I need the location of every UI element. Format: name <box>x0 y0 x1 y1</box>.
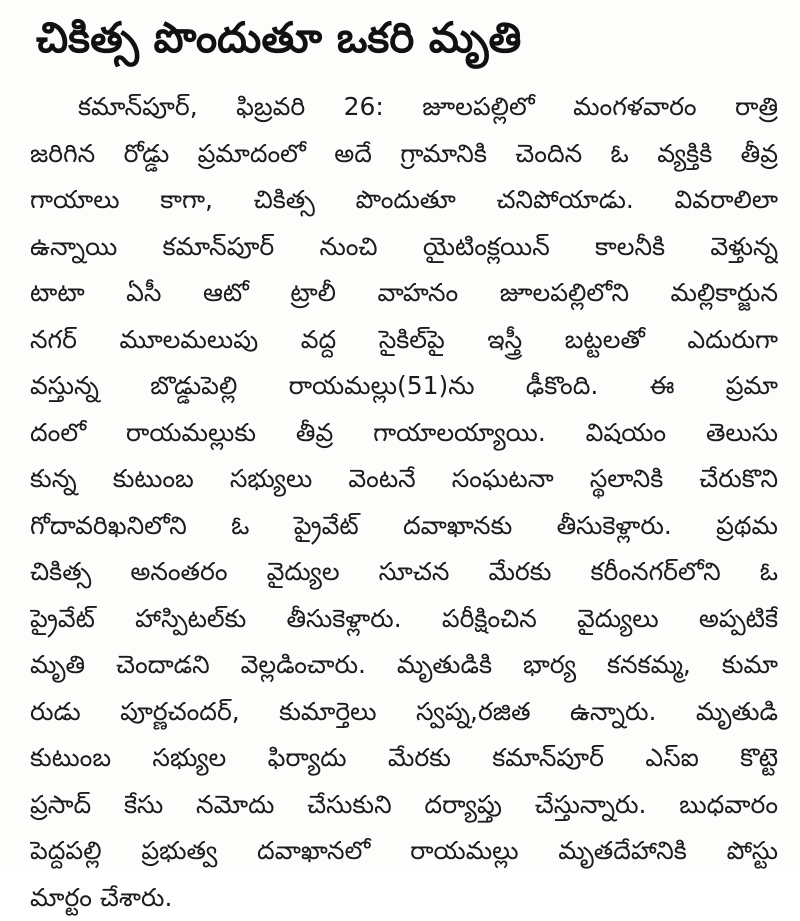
article-line: కున్న కుటుంబ సభ్యులు వెంటనే సంఘటనా స్థలానికి చేరుకొని <box>30 456 778 503</box>
article-line: జరిగిన రోడ్డు ప్రమాదంలో అదే గ్రామానికి చెందిన ఓ వ్యక్తికి తీవ్ర <box>30 131 778 178</box>
article-line: గాయాలు కాగా, చికిత్స పొందుతూ చనిపోయాడు. వివరాలిలా <box>30 177 778 224</box>
article-line: గోదావరిఖనిలోని ఓ ప్రైవేట్ దవాఖానకు తీసుకెళ్లారు. ప్రథమ <box>30 503 778 550</box>
article-line: నగర్ మూలమలుపు వద్ద సైకిల్‌పై ఇస్త్రీ బట్టలతో ఎదురుగా <box>30 317 778 364</box>
article-line: కమాన్‌పూర్, ఫిబ్రవరి 26: జూలపల్లిలో మంగళవారం రాత్రి <box>30 84 778 131</box>
article-line: మృతి చెందాడని వెల్లడించారు. మృతుడికి భార్య కనకమ్మ, కుమా <box>30 642 778 689</box>
article-headline: చికిత్స పొందుతూ ఒకరి మృతి <box>36 6 776 70</box>
article-line: టాటా ఏసీ ఆటో ట్రాలీ వాహనం జూలపల్లిలోని మల్లికార్జున <box>30 270 778 317</box>
article-line: ప్రైవేట్ హాస్పిటల్‌కు తీసుకెళ్లారు. పరీక్షించిన వైద్యులు అప్పటికే <box>30 596 778 643</box>
article-line: దంలో రాయమల్లుకు తీవ్ర గాయాలయ్యాయి. విషయం తెలుసు <box>30 410 778 457</box>
article-line: ప్రసాద్ కేసు నమోదు చేసుకుని దర్యాప్తు చేస్తున్నారు. బుధవారం <box>30 782 778 829</box>
article-body <box>30 84 778 921</box>
article-line: వస్తున్న బొడ్డుపెల్లి రాయమల్లు(51)ను ఢీకొంది. ఈ ప్రమా <box>30 363 778 410</box>
article-line: పెద్దపల్లి ప్రభుత్వ దవాఖానలో రాయమల్లు మృతదేహానికి పోస్టు <box>30 828 778 875</box>
article-line: ఉన్నాయి కమాన్‌పూర్ నుంచి యైటింక్లయిన్ కాలనీకి వెళ్తున్న <box>30 224 778 271</box>
article-line: రుడు పూర్ణచందర్, కుమార్తెలు స్వప్న,రజిత ఉన్నారు. మృతుడి <box>30 689 778 736</box>
article-line: చికిత్స అనంతరం వైద్యుల సూచన మేరకు కరీంనగర్‌లోని ఓ <box>30 549 778 596</box>
article-line: మార్టం చేశారు. <box>30 875 778 921</box>
article-line: కుటుంబ సభ్యుల ఫిర్యాదు మేరకు కమాన్‌పూర్ ఎస్‌ఐ కొట్టె <box>30 735 778 782</box>
